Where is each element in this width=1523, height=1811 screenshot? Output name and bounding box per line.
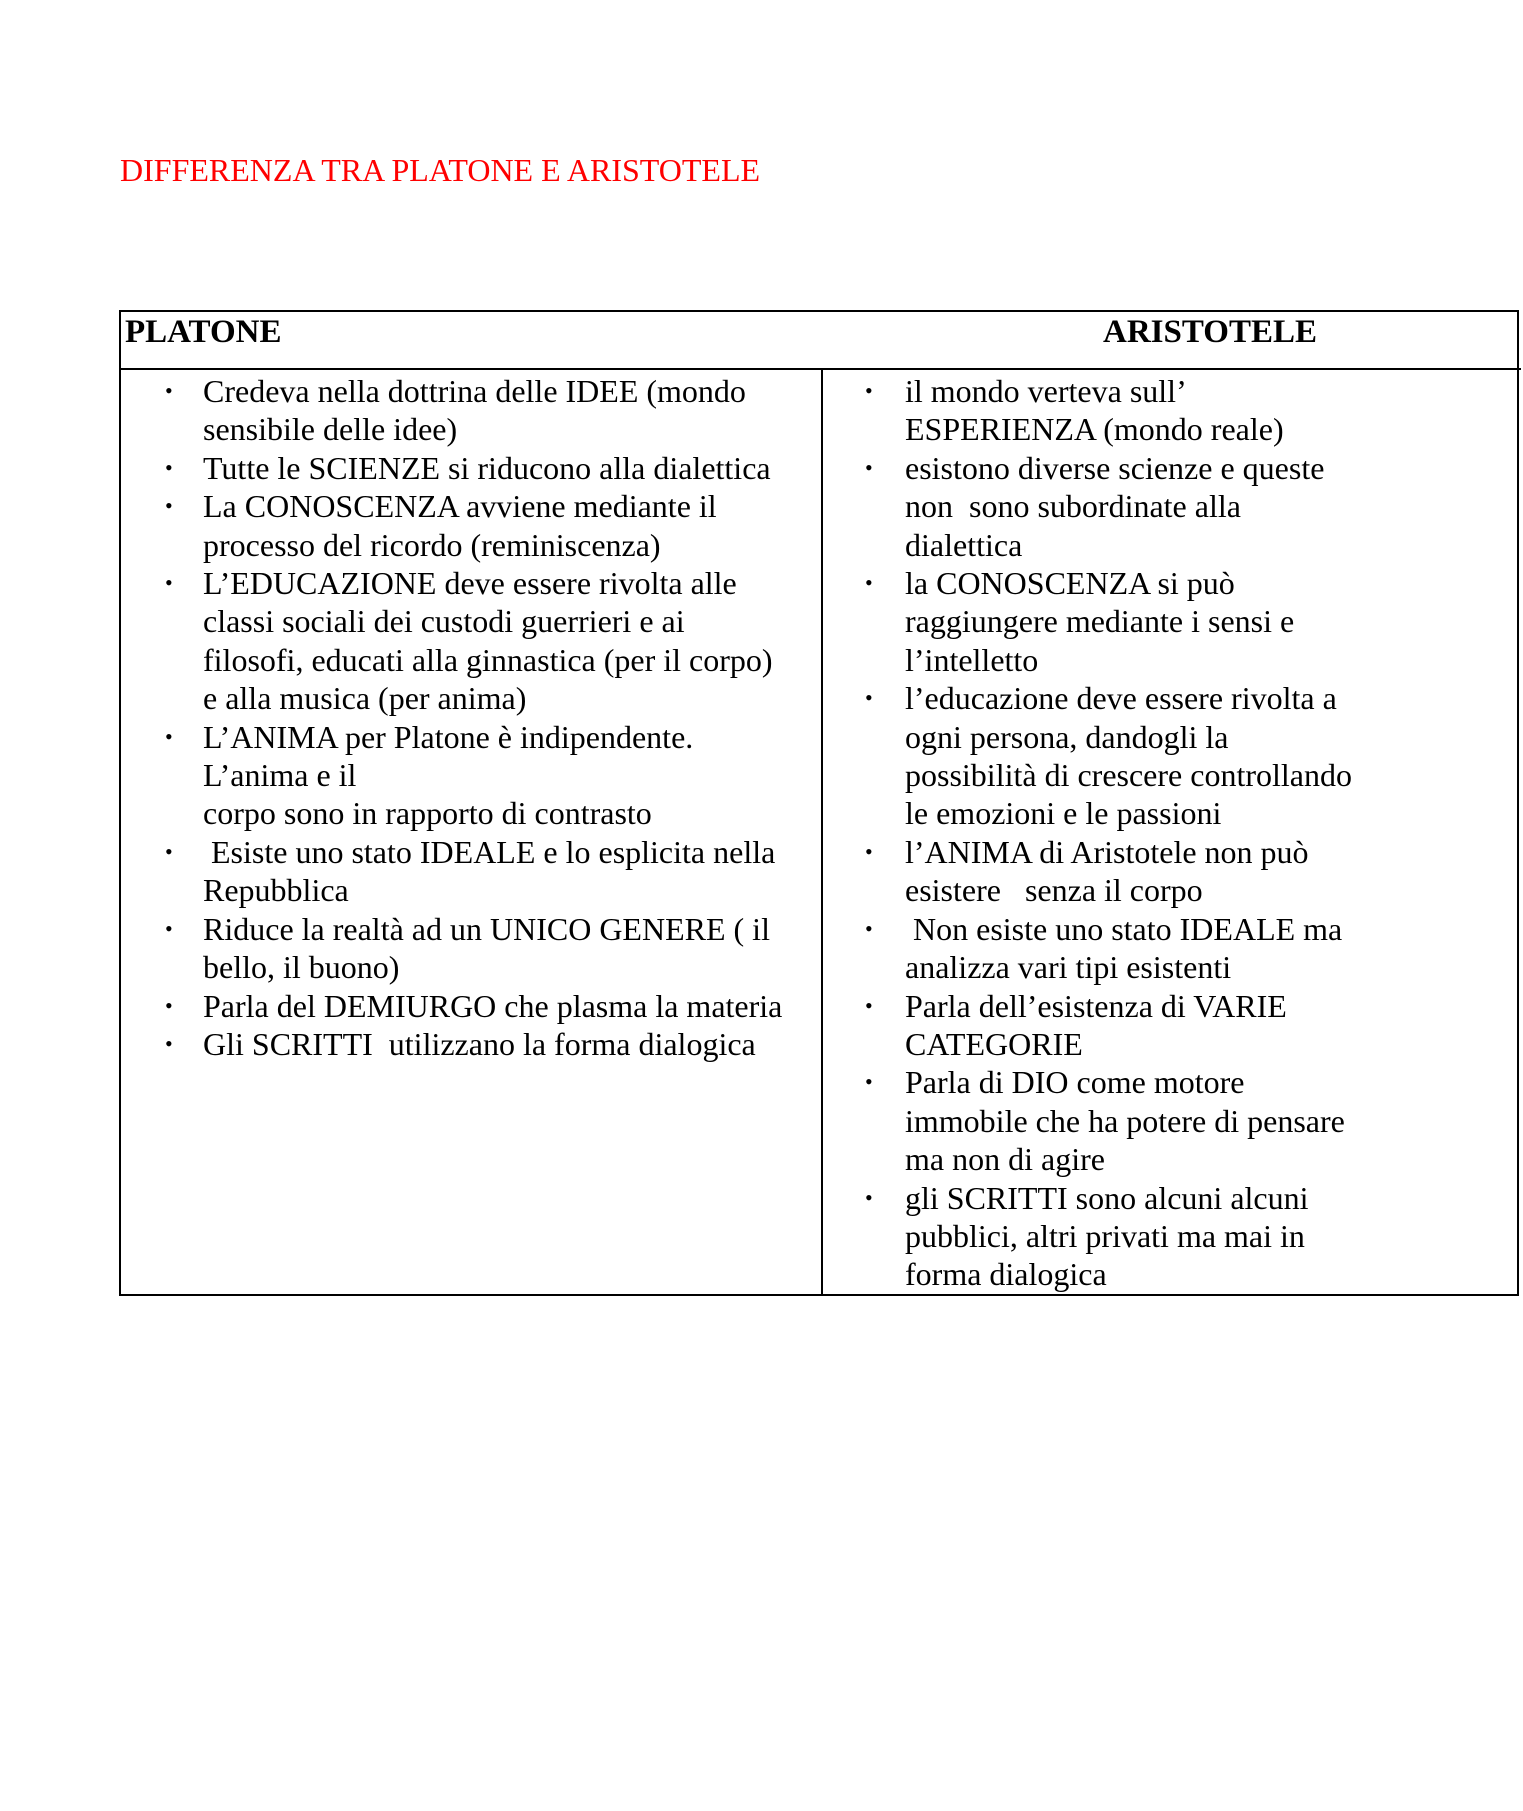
- list-item: [121, 372, 821, 449]
- list-item: [121, 833, 821, 910]
- list-item: [121, 987, 821, 1025]
- list-item-text: esistono diverse scienze e queste non sono subordinate alla dialettica: [905, 449, 1325, 563]
- list-item-text: gli SCRITTI sono alcuni alcuni pubblici, altri privati ma mai in forma dialogica: [905, 1179, 1309, 1293]
- list-item: [823, 987, 1523, 1064]
- list-item: [823, 833, 1523, 910]
- comparison-table-viewport: [119, 310, 1352, 1298]
- list-item: [121, 449, 821, 487]
- platone-list: [121, 372, 821, 1063]
- bullet-icon: •: [165, 992, 173, 1018]
- list-item-text: Esiste uno stato IDEALE e lo esplicita nella Repubblica: [203, 833, 776, 909]
- list-item-text: Riduce la realtà ad un UNICO GENERE ( il bello, il buono): [203, 910, 770, 986]
- list-item: [121, 910, 821, 987]
- list-item: [823, 564, 1523, 679]
- list-item-text: Gli SCRITTI utilizzano la forma dialogica: [203, 1025, 756, 1062]
- page-title: DIFFERENZA TRA PLATONE E ARISTOTELE: [120, 152, 761, 188]
- bullet-icon: •: [165, 378, 173, 403]
- list-item: [121, 487, 821, 564]
- list-item: [823, 910, 1523, 987]
- list-item: [823, 372, 1523, 449]
- bullet-icon: •: [865, 992, 873, 1018]
- bullet-icon: •: [865, 570, 873, 596]
- list-item-text: Parla dell’esistenza di VARIE CATEGORIE: [905, 987, 1287, 1062]
- bullet-icon: •: [165, 838, 173, 864]
- header-platone: PLATONE: [125, 314, 282, 350]
- list-item-text: Credeva nella dottrina delle IDEE (mondo sensibile delle idee): [203, 373, 746, 448]
- list-item-text: Parla di DIO come motore immobile che ha potere di pensare ma non di agire: [905, 1064, 1345, 1178]
- table-header-row: [121, 312, 1521, 370]
- bullet-icon: •: [165, 454, 173, 480]
- bullet-icon: •: [865, 454, 873, 480]
- bullet-icon: •: [165, 1030, 173, 1056]
- list-item: [823, 449, 1523, 564]
- list-item-text: L’ANIMA per Platone è indipendente. L’anima e il corpo sono in rapporto di contrasto: [203, 718, 694, 832]
- list-item-text: l’ANIMA di Aristotele non può esistere senza il corpo: [905, 833, 1309, 909]
- aristotele-list: [823, 372, 1523, 1294]
- bullet-icon: •: [865, 1069, 873, 1095]
- bullet-icon: •: [865, 915, 873, 941]
- list-item-text: Tutte le SCIENZE si riducono alla dialettica: [203, 449, 771, 486]
- bullet-icon: •: [165, 493, 173, 519]
- list-item: [823, 679, 1523, 833]
- bullet-icon: •: [865, 685, 873, 711]
- list-item-text: Non esiste uno stato IDEALE ma analizza vari tipi esistenti: [905, 910, 1343, 986]
- list-item-text: l’educazione deve essere rivolta a ogni persona, dandogli la possibilità di crescere controllando le emozioni e le passioni: [905, 680, 1352, 832]
- bullet-icon: •: [865, 838, 873, 864]
- comparison-table: [119, 310, 1519, 1296]
- bullet-icon: •: [865, 1184, 873, 1210]
- list-item-text: il mondo verteva sull’ ESPERIENZA (mondo reale): [905, 373, 1284, 448]
- bullet-icon: •: [165, 915, 173, 941]
- header-aristotele: ARISTOTELE: [1103, 314, 1317, 350]
- list-item-text: Parla del DEMIURGO che plasma la materia: [203, 987, 783, 1024]
- list-item: [121, 564, 821, 718]
- list-item: [121, 718, 821, 833]
- list-item: [121, 1025, 821, 1063]
- bullet-icon: •: [865, 378, 873, 403]
- list-item-text: La CONOSCENZA avviene mediante il processo del ricordo (reminiscenza): [203, 488, 717, 563]
- list-item: [823, 1063, 1523, 1178]
- bullet-icon: •: [165, 723, 173, 749]
- list-item-text: la CONOSCENZA si può raggiungere mediante i sensi e l’intelletto: [905, 565, 1295, 678]
- list-item: [823, 1179, 1523, 1294]
- bullet-icon: •: [165, 570, 173, 596]
- list-item-text: L’EDUCAZIONE deve essere rivolta alle classi sociali dei custodi guerrieri e ai filosofi, educati alla ginnastica (per il corpo) e alla musica (per anima): [203, 565, 773, 717]
